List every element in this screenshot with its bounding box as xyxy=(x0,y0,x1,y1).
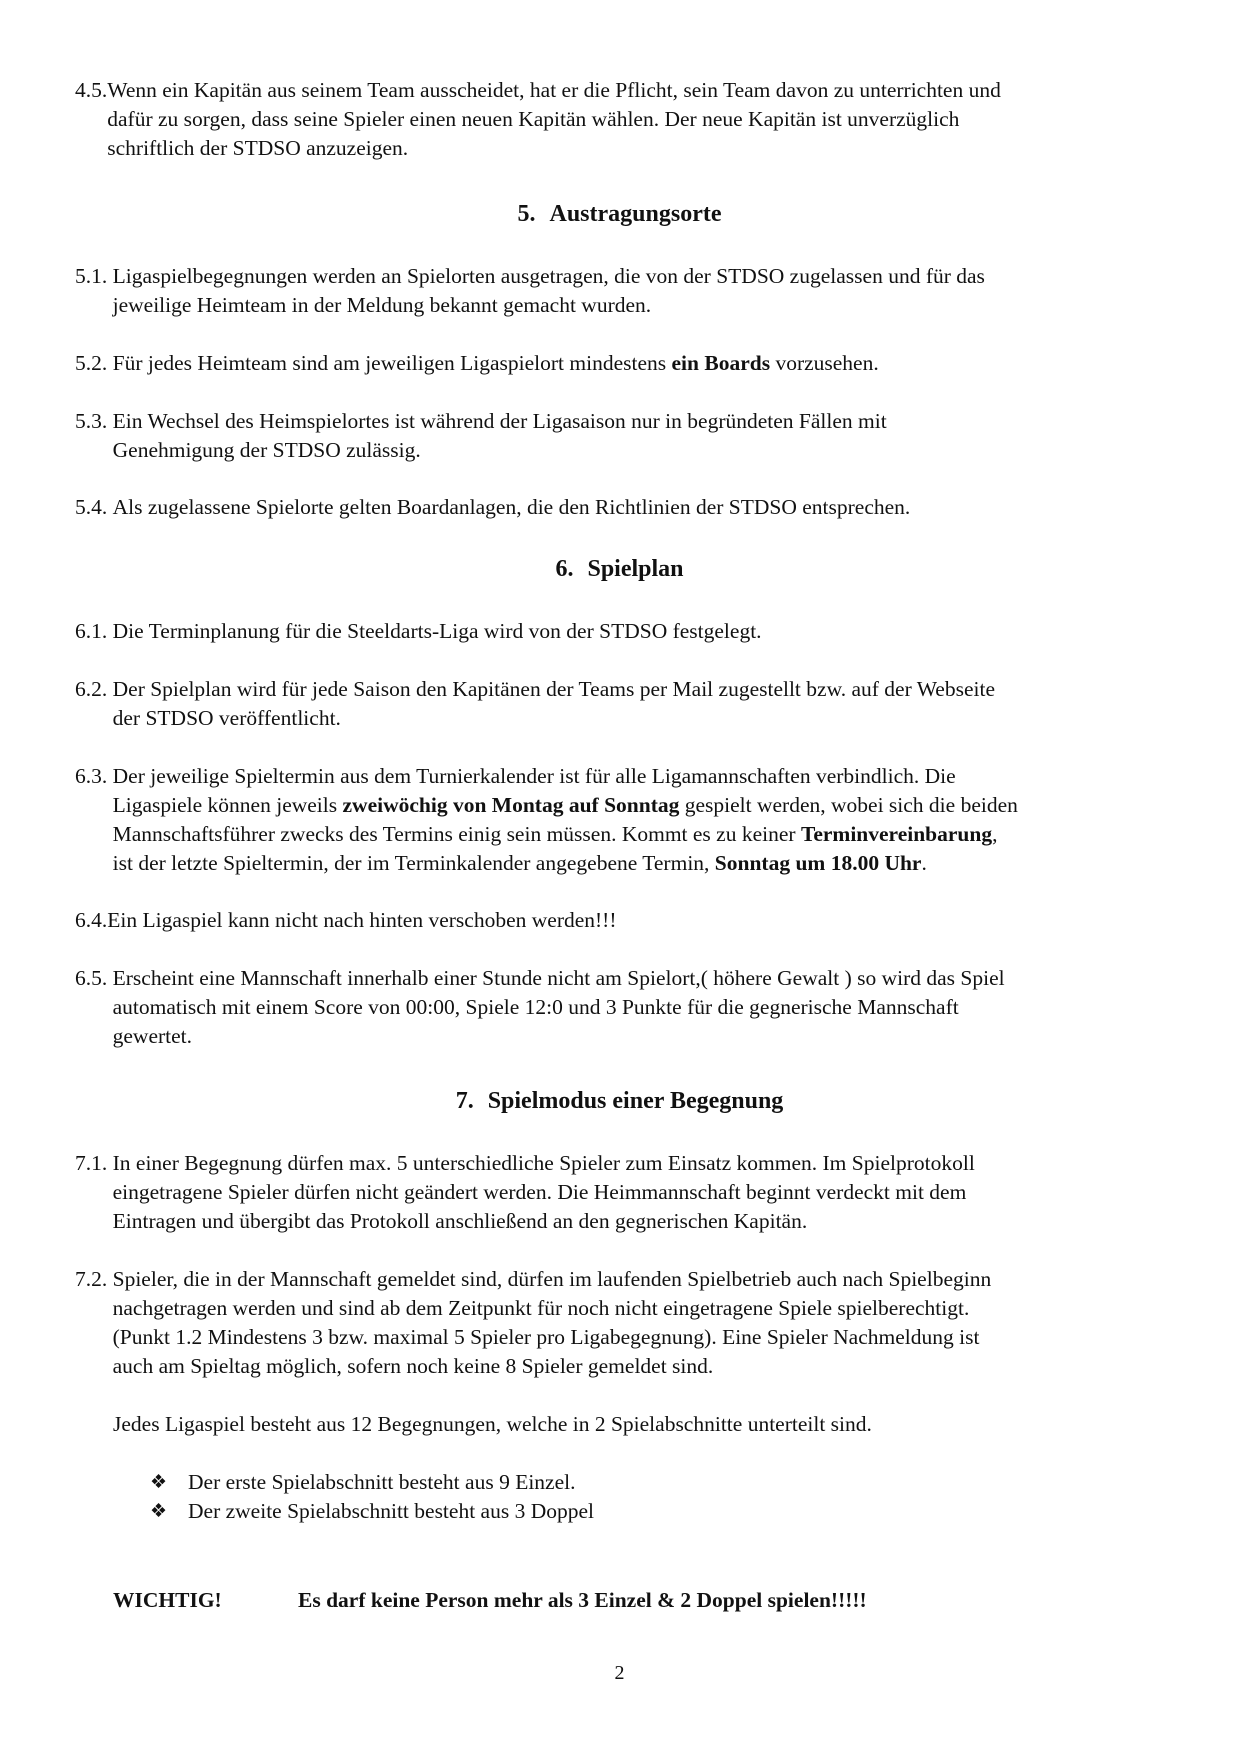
list-item-text: Der erste Spielabschnitt besteht aus 9 Einzel. xyxy=(188,1470,576,1494)
clause-6-1 xyxy=(75,617,1175,646)
clause-line: Ein Wechsel des Heimspielortes ist während der Ligasaison nur in begründeten Fällen mit xyxy=(112,409,887,433)
clause-line: eingetragene Spieler dürfen nicht geändert werden. Die Heimmannschaft beginnt verdeckt mit dem xyxy=(112,1180,967,1204)
section-title: Austragungsorte xyxy=(549,201,722,227)
section-heading-6 xyxy=(0,554,1239,584)
clause-5-3 xyxy=(75,407,1175,465)
clause-line: auch am Spieltag möglich, sofern noch keine 8 Spieler gemeldet sind. xyxy=(112,1354,714,1378)
clause-number: 6.5. xyxy=(75,966,113,990)
clause-text: . xyxy=(921,851,927,875)
section-number: 7. xyxy=(455,1088,474,1114)
section-number: 5. xyxy=(517,201,536,227)
clause-line: dafür zu sorgen, dass seine Spieler einen neuen Kapitän wählen. Der neue Kapitän ist unverzüglich xyxy=(107,107,960,131)
clause-line: jeweilige Heimteam in der Meldung bekannt gemacht wurden. xyxy=(112,293,652,317)
clause-number: 6.1. xyxy=(75,619,113,643)
clause-line: schriftlich der STDSO anzuzeigen. xyxy=(107,136,409,160)
clause-line: Eintragen und übergibt das Protokoll anschließend an den gegnerischen Kapitän. xyxy=(112,1209,808,1233)
clause-7-1 xyxy=(75,1149,1175,1236)
clause-text: ist der letzte Spieltermin, der im Terminkalender angegebene Termin, xyxy=(112,851,715,875)
clause-bold-text: Sonntag um 18.00 Uhr xyxy=(714,851,922,875)
clause-5-1 xyxy=(75,262,1175,320)
clause-bold-text: Terminvereinbarung xyxy=(800,822,993,846)
important-note xyxy=(113,1586,1163,1615)
clause-line: Die Terminplanung für die Steeldarts-Liga wird von der STDSO festgelegt. xyxy=(112,619,762,643)
clause-number: 4.5. xyxy=(75,78,108,102)
clause-6-4 xyxy=(75,906,1175,935)
clause-5-2 xyxy=(75,349,1175,378)
diamond-bullet-icon: ❖ xyxy=(150,1472,168,1493)
clause-line: Ein Ligaspiel kann nicht nach hinten verschoben werden!!! xyxy=(107,908,617,932)
list-item xyxy=(150,1497,1150,1526)
clause-number: 5.3. xyxy=(75,409,113,433)
clause-text: gespielt werden, wobei sich die beiden xyxy=(679,793,1018,817)
clause-line: Ligaspielbegegnungen werden an Spielorten ausgetragen, die von der STDSO zugelassen und für das xyxy=(112,264,985,288)
important-label: WICHTIG! xyxy=(113,1588,222,1612)
clause-number: 5.1. xyxy=(75,264,113,288)
list-item-text: Der zweite Spielabschnitt besteht aus 3 Doppel xyxy=(188,1499,595,1523)
clause-text: Mannschaftsführer zwecks des Termins einig sein müssen. Kommt es zu keiner xyxy=(112,822,801,846)
clause-number: 5.4. xyxy=(75,495,113,519)
diamond-bullet-icon: ❖ xyxy=(150,1501,168,1522)
important-text: Es darf keine Person mehr als 3 Einzel & 2 Doppel spielen!!!!! xyxy=(298,1588,867,1612)
section-heading-7 xyxy=(0,1086,1239,1116)
clause-line: Genehmigung der STDSO zulässig. xyxy=(112,438,421,462)
page-number: 2 xyxy=(614,1662,625,1684)
clause-line: der STDSO veröffentlicht. xyxy=(112,706,341,730)
clause-line: Erscheint eine Mannschaft innerhalb einer Stunde nicht am Spielort,( höhere Gewalt ) so wird das Spiel xyxy=(112,966,1005,990)
clause-line: In einer Begegnung dürfen max. 5 unterschiedliche Spieler zum Einsatz kommen. Im Spielprotokoll xyxy=(112,1151,975,1175)
clause-line: Der Spielplan wird für jede Saison den Kapitänen der Teams per Mail zugestellt bzw. auf der Webseite xyxy=(112,677,995,701)
clause-text: , xyxy=(992,822,998,846)
clause-line: automatisch mit einem Score von 00:00, Spiele 12:0 und 3 Punkte für die gegnerische Mannschaft xyxy=(112,995,959,1019)
section-title: Spielmodus einer Begegnung xyxy=(487,1088,784,1114)
clause-bold-text: ein Boards xyxy=(671,351,771,375)
clause-line: gewertet. xyxy=(112,1024,193,1048)
clause-line: Spieler, die in der Mannschaft gemeldet sind, dürfen im laufenden Spielbetrieb auch nach Spielbeginn xyxy=(112,1267,992,1291)
paragraph-game-structure: Jedes Ligaspiel besteht aus 12 Begegnungen, welche in 2 Spielabschnitte unterteilt sind. xyxy=(113,1412,872,1436)
clause-number: 6.4. xyxy=(75,908,108,932)
clause-4-5 xyxy=(75,76,1175,163)
clause-5-4 xyxy=(75,493,1175,522)
clause-7-2 xyxy=(75,1265,1175,1381)
clause-text: vorzusehen. xyxy=(770,351,879,375)
clause-number: 7.2. xyxy=(75,1267,113,1291)
clause-number: 6.2. xyxy=(75,677,113,701)
clause-number: 7.1. xyxy=(75,1151,113,1175)
section-title: Spielplan xyxy=(587,556,684,582)
clause-line: Wenn ein Kapitän aus seinem Team ausscheidet, hat er die Pflicht, sein Team davon zu unterrichten und xyxy=(107,78,1001,102)
clause-text: Für jedes Heimteam sind am jeweiligen Ligaspielort mindestens xyxy=(112,351,672,375)
clause-number: 6.3. xyxy=(75,764,113,788)
clause-6-2 xyxy=(75,675,1175,733)
clause-6-3 xyxy=(75,762,1175,878)
section-heading-5 xyxy=(0,199,1239,229)
clause-6-5 xyxy=(75,964,1175,1051)
clause-text: Ligaspiele können jeweils xyxy=(112,793,343,817)
clause-bold-text: zweiwöchig von Montag auf Sonntag xyxy=(342,793,680,817)
clause-line: Als zugelassene Spielorte gelten Boardanlagen, die den Richtlinien der STDSO entsprechen. xyxy=(112,495,911,519)
clause-number: 5.2. xyxy=(75,351,113,375)
list-item xyxy=(150,1468,1150,1497)
clause-line: (Punkt 1.2 Mindestens 3 bzw. maximal 5 Spieler pro Ligabegegnung). Eine Spieler Nachmeldung ist xyxy=(112,1325,980,1349)
section-number: 6. xyxy=(555,556,574,582)
clause-line: Der jeweilige Spieltermin aus dem Turnierkalender ist für alle Ligamannschaften verbindlich. Die xyxy=(112,764,956,788)
clause-line: nachgetragen werden und sind ab dem Zeitpunkt für noch nicht eingetragene Spiele spielberechtigt. xyxy=(112,1296,970,1320)
